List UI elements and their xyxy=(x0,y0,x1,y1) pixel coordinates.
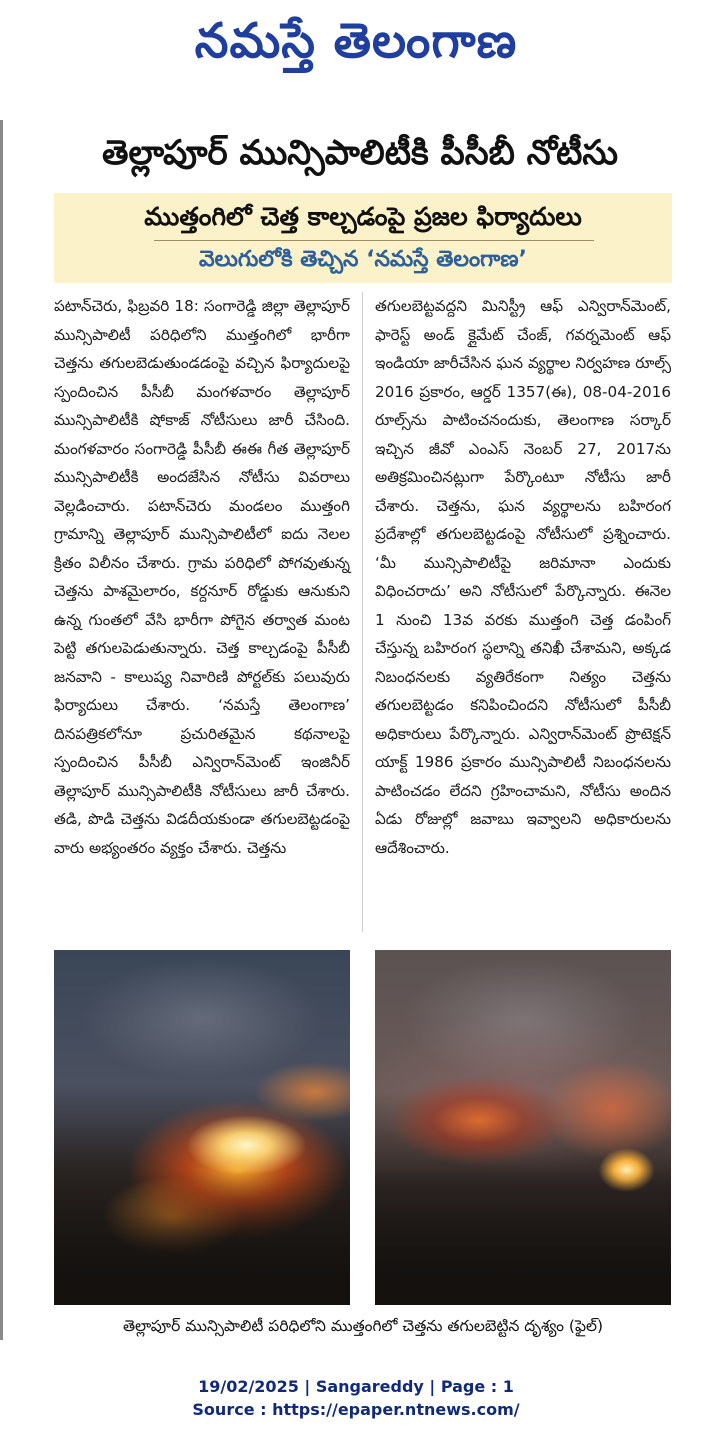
article-column-right: తగులబెట్టవద్దని మినిస్ట్రీ ఆఫ్‌ ఎన్విరాన్‌మెంట్‌, ఫారెస్ట్‌ అండ్‌ క్లైమేట్‌ చేంజ్‌, గవర్నమెంట్‌ ఆఫ్‌ ఇండియా జారీచేసిన ఘన వ్యర్థాల నిర్వహణ రూల్స్‌ 2016 ప్రకారం, ఆర్డర్‌ 1357(ఈ), 08-04-2016 రూల్స్‌ను పాటించనందుకు, తెలంగాణ సర్కార్‌ ఇచ్చిన జీవో ఎంఎస్‌ నెంబర్‌ 27, 2017ను అతిక్రమించినట్లుగా పేర్కొంటూ నోటీసు జారీ చేశారు. చెత్తను, ఘన వ్యర్థాలను బహిరంగ ప్రదేశాల్లో తగులబెట్టడంపై నోటీసులో ప్రశ్నించారు. ‘మీ మున్సిపాలిటీపై జరిమానా ఎందుకు విధించరాదు’ అని నోటీసులో పేర్కొన్నారు. ఈనెల 1 నుంచి 13వ వరకు ముత్తంగి చెత్త డంపింగ్‌ చేస్తున్న బహిరంగ స్థలాన్ని తనిఖీ చేశామని, అక్కడ నిబంధనలకు వ్యతిరేకంగా నిత్యం చెత్తను తగులబెట్టడం కనిపించిందని నోటీసులో పీసీబీ అధికారులు పేర్కొన్నారు. ఎన్విరాన్‌మెంట్‌ ప్రొటెక్షన్‌ యాక్ట్‌ 1986 ప్రకారం మున్సిపాలిటీ నిబంధనలను పాటించడం లేదని గ్రహించామని, నోటీసు అందిన ఏడు రోజుల్లో జవాబు ఇవ్వాలని అధికారులను ఆదేశించారు. xyxy=(375,297,671,857)
smoke-overlay xyxy=(54,950,350,1145)
photo-caption: తెల్లాపూర్‌ మున్సిపాలిటీ పరిధిలోని ముత్తంగిలో చెత్తను తగులబెట్టిన దృశ్యం (ఫైల్‌) xyxy=(122,1317,604,1335)
ground-overlay xyxy=(375,1170,671,1305)
source-link[interactable]: Source : https://epaper.ntnews.com/ xyxy=(192,1400,520,1419)
page-edge-rule xyxy=(0,120,3,1340)
article-column-left: పటాన్‌చెరు, ఫిబ్రవరి 18: సంగారెడ్డి జిల్లా తెల్లాపూర్‌ మున్సిపాలిటీ పరిధిలోని ముత్తంగిలో భారీగా చెత్తను తగులబెడుతుండడంపై వచ్చిన ఫిర్యాదులపై స్పందించిన పీసీబీ మంగళవారం తెల్లాపూర్‌ మున్సిపాలిటీకి షోకాజ్‌ నోటీసులు జారీ చేసింది. మంగళవారం సంగారెడ్డి పీసీబీ ఈఈ గీత తెల్లాపూర్‌ మున్సిపాలిటీకి అందజేసిన నోటీసు వివరాలు వెల్లడించారు. పటాన్‌చెరు మండలం ముత్తంగి గ్రామాన్ని తెల్లాపూర్‌ మున్సిపాలిటీలో ఐదు నెలల క్రితం విలీనం చేశారు. గ్రామ పరిధిలో పోగవుతున్న చెత్తను పాశమైలారం, కర్దనూర్‌ రోడ్డుకు ఆనుకుని ఉన్న గుంతలో వేసి భారీగా పోగైన తర్వాత మంట పెట్టి తగులపెడుతున్నారు. చెత్త కాల్చడంపై పీసీబీ జనవాని - కాలుష్య నివారిణి పోర్టల్‌కు పలువురు ఫిర్యాదులు చేశారు. ‘నమస్తే తెలంగాణ’ దినపత్రికలోనూ ప్రచురితమైన కథనాలపై స్పందించిన పీసీబీ ఎన్విరాన్‌మెంట్‌ ఇంజినీర్‌ తెల్లాపూర్‌ మున్సిపాలిటీకి నోటీసులు జారీ చేశారు. తడి, పొడి చెత్తను విడదీయకుండా తగులబెట్టడంపై వారు అభ్యంతరం వ్యక్తం చేశారు. చెత్తను xyxy=(54,297,350,857)
masthead xyxy=(0,0,712,82)
article-tagline: వెలుగులోకి తెచ్చిన ‘నమస్తే తెలంగాణ’ xyxy=(199,247,527,272)
article-subheadline: ముత్తంగిలో చెత్త కాల్చడంపై ప్రజల ఫిర్యాదులు xyxy=(144,202,582,231)
column-divider xyxy=(362,292,363,932)
article-headline: తెల్లాపూర్‌ మున్సిపాలిటీకి పీసీబీ నోటీసు xyxy=(102,133,618,173)
garbage-fire-photo-left xyxy=(54,950,350,1305)
smoke-overlay xyxy=(375,950,671,1145)
subheadline-box xyxy=(54,193,672,283)
newspaper-logo-title: నమస్తే తెలంగాణ xyxy=(194,13,518,69)
garbage-fire-photo-right xyxy=(375,950,671,1305)
edition-info: 19/02/2025 | Sangareddy | Page : 1 xyxy=(198,1377,514,1396)
ground-overlay xyxy=(54,1170,350,1305)
subhead-divider xyxy=(154,240,594,241)
